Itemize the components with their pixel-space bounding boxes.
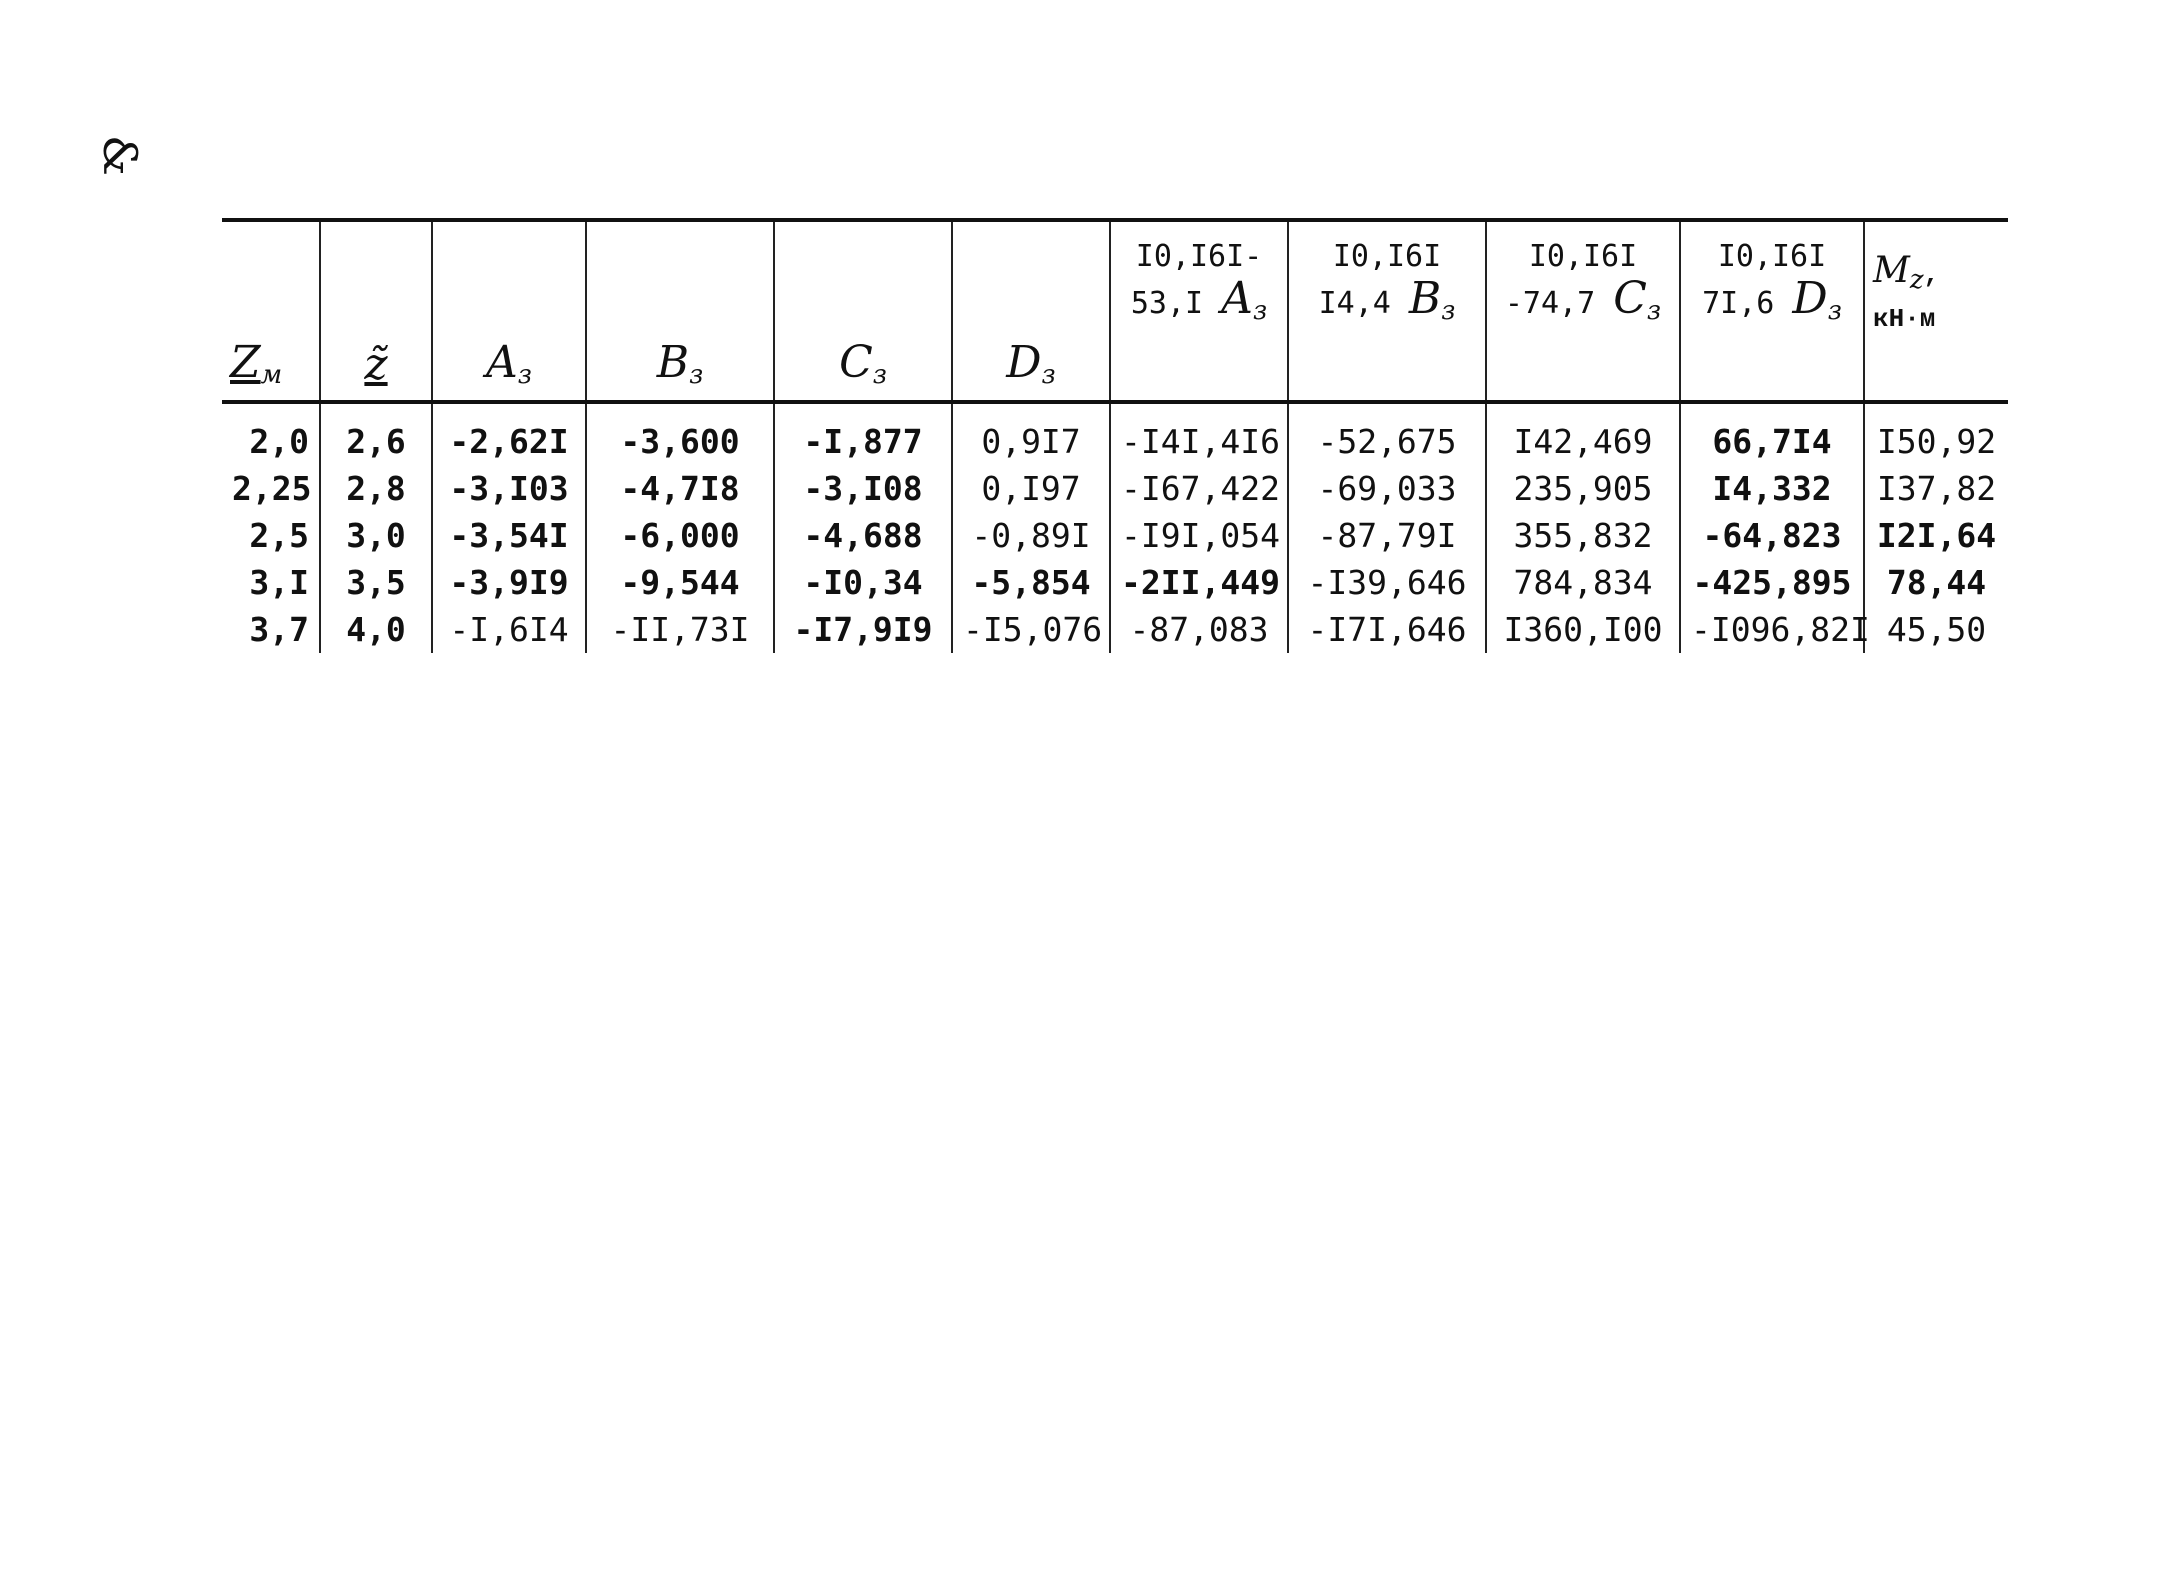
table-cell: -52,675	[1288, 402, 1486, 465]
header-line2	[1119, 273, 1279, 332]
header-line1: I0,I6I	[1528, 239, 1638, 274]
table-row	[222, 512, 2008, 559]
header-subscript: з	[1646, 296, 1662, 326]
table-cell: -I7,9I9	[774, 606, 952, 653]
header-z-tilde	[320, 220, 432, 402]
table-cell: 4,0	[320, 606, 432, 653]
table-cell: I37,82	[1864, 465, 2008, 512]
header-moment	[1864, 220, 2008, 402]
table-row	[222, 465, 2008, 512]
header-subscript: з	[872, 360, 887, 390]
header-subscript: з	[517, 360, 532, 390]
table-cell: -I,877	[774, 402, 952, 465]
header-line1: I0,I6I-	[1135, 239, 1263, 274]
header-symbol: M	[1873, 250, 1910, 291]
header-coef-a3	[1110, 220, 1288, 402]
table-cell: -I7I,646	[1288, 606, 1486, 653]
table-cell: -0,89I	[952, 512, 1110, 559]
table-cell: 78,44	[1864, 559, 2008, 606]
table-cell: 2,25	[232, 469, 312, 508]
table-cell: -I67,422	[1110, 465, 1288, 512]
table-cell: -3,I03	[432, 465, 586, 512]
table-cell: -2II,449	[1110, 559, 1288, 606]
table-cell: -69,033	[1288, 465, 1486, 512]
table-cell: 2,6	[320, 402, 432, 465]
table-cell: 3,0	[320, 512, 432, 559]
header-symbol: C	[1613, 273, 1647, 324]
table-cell: -I4I,4I6	[1110, 402, 1288, 465]
header-b3	[586, 220, 774, 402]
table-cell: -I5,076	[952, 606, 1110, 653]
header-z-m	[222, 220, 320, 402]
header-subscript: з	[689, 360, 704, 390]
table-cell: 2,8	[320, 465, 432, 512]
table-cell: 45,50	[1864, 606, 2008, 653]
header-coefficient: -74,7	[1504, 286, 1596, 321]
table-cell: 3,I	[249, 563, 309, 602]
table-cell: I2I,64	[1864, 512, 2008, 559]
table-cell: 0,I97	[952, 465, 1110, 512]
table-cell: -I096,82I	[1680, 606, 1864, 653]
table-cell: 3,5	[320, 559, 432, 606]
header-coef-c3	[1486, 220, 1680, 402]
header-row	[222, 220, 2008, 402]
table-cell: -87,79I	[1288, 512, 1486, 559]
table-cell: 66,7I4	[1680, 402, 1864, 465]
table-cell: -I0,34	[774, 559, 952, 606]
table-cell: -2,62I	[432, 402, 586, 465]
header-symbol: D	[1006, 337, 1042, 388]
header-subscript: м	[260, 360, 283, 390]
table-cell: -3,9I9	[432, 559, 586, 606]
header-symbol: A	[486, 337, 518, 388]
table-cell: -87,083	[1110, 606, 1288, 653]
header-subscript: з	[1441, 296, 1456, 326]
header-line2	[1495, 273, 1671, 332]
header-unit: , кН·м	[1873, 260, 1940, 334]
header-line1: I0,I6I	[1332, 239, 1442, 274]
table-row	[222, 559, 2008, 606]
header-line1: I0,I6I	[1717, 239, 1827, 274]
table-cell: -I9I,054	[1110, 512, 1288, 559]
header-subscript: з	[1252, 296, 1268, 326]
table-row	[222, 402, 2008, 465]
header-coefficient: 7I,6	[1702, 286, 1775, 321]
header-coef-b3	[1288, 220, 1486, 402]
table-cell: -5,854	[952, 559, 1110, 606]
table-cell: -64,823	[1680, 512, 1864, 559]
table-cell: -425,895	[1680, 559, 1864, 606]
table-cell: 3,7	[249, 610, 309, 649]
table-cell: I360,I00	[1486, 606, 1680, 653]
table-cell: 0,9I7	[952, 402, 1110, 465]
results-table-sheet	[222, 218, 2008, 653]
table-row	[222, 606, 2008, 653]
table-cell: -4,7I8	[586, 465, 774, 512]
table-cell: -4,688	[774, 512, 952, 559]
table-cell: -I39,646	[1288, 559, 1486, 606]
header-symbol: Z	[230, 337, 261, 388]
table-cell: -3,I08	[774, 465, 952, 512]
header-a3	[432, 220, 586, 402]
table-cell: 2,0	[249, 422, 309, 461]
page-mark: &	[93, 135, 147, 176]
header-d3	[952, 220, 1110, 402]
table-cell: 235,905	[1486, 465, 1680, 512]
table-cell: -II,73I	[586, 606, 774, 653]
table-cell: I50,92	[1864, 402, 2008, 465]
header-line2	[1689, 273, 1855, 332]
header-symbol: A	[1221, 273, 1253, 324]
header-subscript: з	[1827, 296, 1842, 326]
header-symbol: D	[1792, 273, 1828, 324]
results-table	[222, 218, 2008, 653]
header-coefficient: I4,4	[1318, 286, 1391, 321]
table-cell: 355,832	[1486, 512, 1680, 559]
table-cell: 784,834	[1486, 559, 1680, 606]
table-cell: -3,54I	[432, 512, 586, 559]
table-cell: I42,469	[1486, 402, 1680, 465]
table-cell: 2,5	[249, 516, 309, 555]
header-symbol: C	[839, 337, 873, 388]
table-cell: -6,000	[586, 512, 774, 559]
table-cell: -I,6I4	[432, 606, 586, 653]
table-cell: -9,544	[586, 559, 774, 606]
header-symbol: B	[1408, 273, 1442, 324]
header-coef-d3	[1680, 220, 1864, 402]
header-symbol: z̃	[364, 339, 388, 390]
header-subscript: з	[1041, 360, 1056, 390]
table-cell: -3,600	[586, 402, 774, 465]
table-cell: I4,332	[1680, 465, 1864, 512]
header-coefficient: 53,I	[1130, 286, 1204, 321]
header-subscript: z	[1909, 265, 1924, 295]
header-symbol: B	[656, 337, 690, 388]
header-line2	[1297, 273, 1477, 332]
header-c3	[774, 220, 952, 402]
